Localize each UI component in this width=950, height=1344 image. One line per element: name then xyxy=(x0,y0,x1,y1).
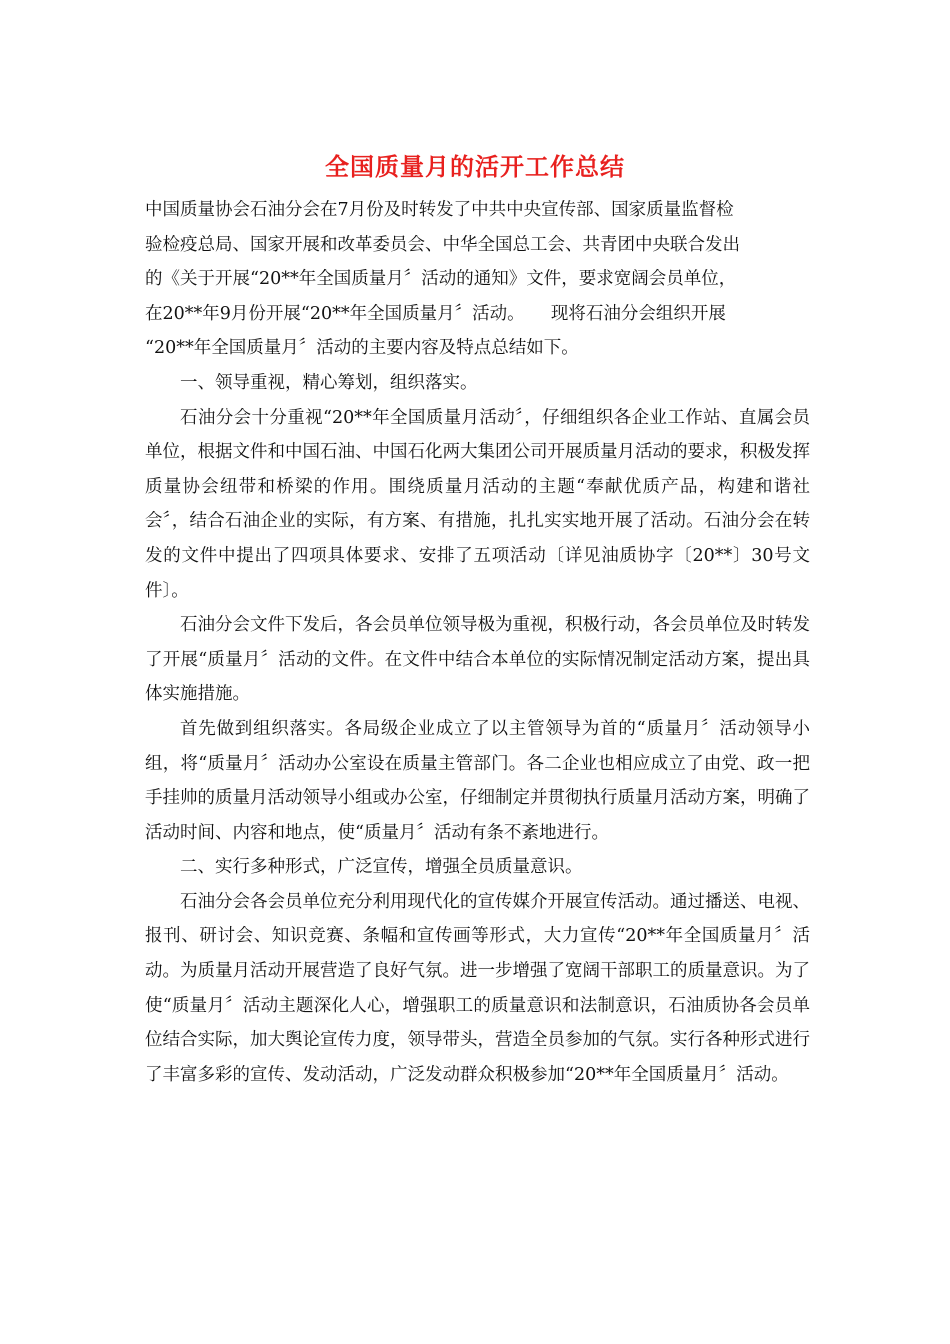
document-title: 全国质量月的活开工作总结 xyxy=(325,152,625,181)
document-body xyxy=(145,193,810,1092)
intro-line: 的《关于开展“20**年全国质量月〞活动的通知》文件，要求宽阔会员单位， xyxy=(145,269,737,290)
section-heading-2: 二、实行多种形式，广泛宣传，增强全员质量意识。 xyxy=(180,857,583,878)
body-paragraph: 首先做到组织落实。各局级企业成立了以主管领导为首的“质量月〞活动领导小组，将“质量月〞活动办公室设在质量主管部门。各二企业也相应成立了由党、政一把手挂帅的质量月活动领导小组或办公室，仔细制定并贯彻执行质量月活动方案，明确了活动时间、内容和地点，使“质量月〞活动有条不紊地进行。 xyxy=(145,718,810,843)
body-paragraph: 石油分会文件下发后，各会员单位领导极为重视，积极行动，各会员单位及时转发了开展“质量月〞活动的文件。在文件中结合本单位的实际情况制定活动方案，提出具体实施措施。 xyxy=(145,615,810,705)
intro-line: 验检疫总局、国家开展和改革委员会、中华全国总工会、共青团中央联合发出 xyxy=(145,234,740,255)
section-heading-1: 一、领导重视，精心筹划，组织落实。 xyxy=(180,372,478,393)
body-paragraph: 石油分会各会员单位充分利用现代化的宣传媒介开展宣传活动。通过播送、电视、报刊、研讨会、知识竞赛、条幅和宣传画等形式，大力宣传“20**年全国质量月〞活动。为质量月活动开展营造了良好气氛。进一步增强了宽阔干部职工的质量意识。为了使“质量月〞活动主题深化人心，增强职工的质量意识和法制意识，石油质协各会员单位结合实际，加大舆论宣传力度，领导带头，营造全员参加的气氛。实行各种形式进行了丰富多彩的宣传、发动活动，广泛发动群众积极参加“20**年全国质量月〞活动。 xyxy=(145,891,810,1085)
body-paragraph: 石油分会十分重视“20**年全国质量月活动〞，仔细组织各企业工作站、直属会员单位，根据文件和中国石油、中国石化两大集团公司开展质量月活动的要求，积极发挥质量协会纽带和桥梁的作用。围绕质量月活动的主题“奉献优质产品，构建和谐社会〞，结合石油企业的实际，有方案、有措施，扎扎实实地开展了活动。石油分会在转发的文件中提出了四项具体要求、安排了五项活动〔详见油质协字〔20**〕30号文件〕。 xyxy=(145,407,810,601)
intro-line: 中国质量协会石油分会在7月份及时转发了中共中央宣传部、国家质量监督检 xyxy=(145,200,734,220)
intro-line: 在20**年9月份开展“20**年全国质量月〞活动。 现将石油分会组织开展 xyxy=(145,303,726,324)
intro-line: “20**年全国质量月〞活动的主要内容及特点总结如下。 xyxy=(145,338,579,359)
